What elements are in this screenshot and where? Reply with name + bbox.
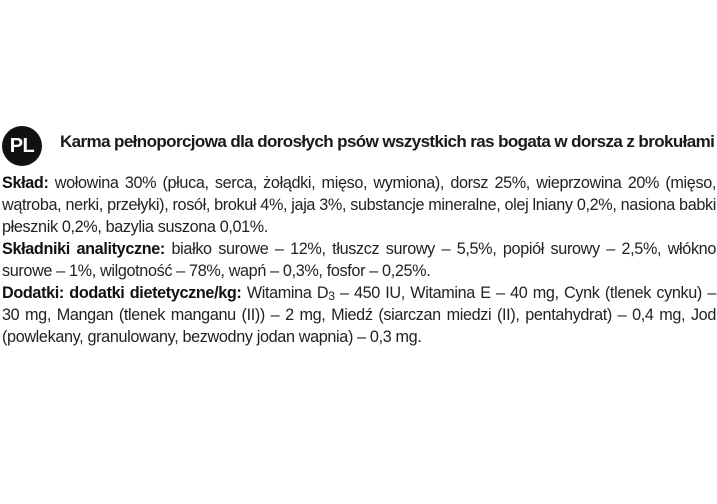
analytical-heading: Składniki analityczne: bbox=[2, 240, 165, 258]
composition-paragraph bbox=[2, 172, 716, 238]
additives-text-end: – 450 IU, Witamina E – 40 mg, Cynk (tlenek cynku) – 30 mg, Mangan (tlenek manganu (II)) – 2 mg, Miedź (siarczan miedzi (II), pentahydrat) – 0,4 mg, Jod (powlekany, granulowany, bezwodny jodan wapnia) – 0,3 mg. bbox=[2, 284, 716, 346]
product-title: Karma pełnoporcjowa dla dorosłych psów wszystkich ras bogata w dorsza z brokułami bbox=[60, 132, 715, 151]
composition-text: wołowina 30% (płuca, serca, żołądki, mięso, wymiona), dorsz 25%, wieprzowina 20% (mięso, wątroba, nerki, przełyki), rosół, brokuł 4%, jaja 3%, substancje mineralne, olej lniany 0,2%, nasiona babki płesznik 0,2%, bazylia suszona 0,01%. bbox=[2, 174, 716, 236]
pet-food-label bbox=[0, 124, 717, 384]
analytical-text: białko surowe – 12%, tłuszcz surowy – 5,5%, popiół surowy – 2,5%, włókno surowe – 1%, wilgotność – 78%, wapń – 0,3%, fosfor – 0,25%. bbox=[2, 240, 716, 280]
additives-text-start: Witamina D bbox=[246, 284, 329, 302]
additives-heading: Dodatki: dodatki dietetyczne/kg: bbox=[2, 284, 242, 302]
language-badge: PL bbox=[2, 126, 42, 166]
analytical-paragraph bbox=[2, 238, 716, 282]
label-body bbox=[2, 172, 716, 348]
vitamin-d-subscript: 3 bbox=[328, 289, 335, 303]
label-header bbox=[2, 126, 717, 166]
additives-paragraph bbox=[2, 282, 716, 348]
composition-heading: Skład: bbox=[2, 174, 49, 192]
